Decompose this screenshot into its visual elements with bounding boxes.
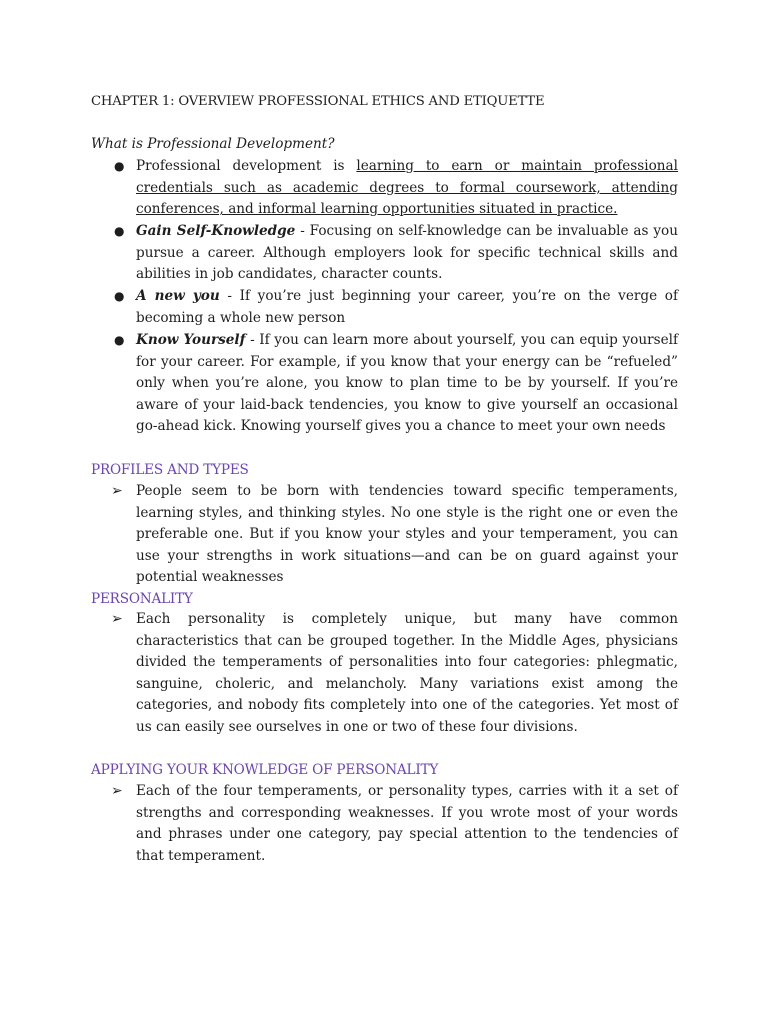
section-heading-applying: APPLYING YOUR KNOWLEDGE OF PERSONALITY bbox=[91, 762, 439, 778]
chapter-title: CHAPTER 1: OVERVIEW PROFESSIONAL ETHICS AND ETIQUETTE bbox=[91, 94, 545, 109]
item-text: - If you can learn more about yourself, you can equip yourself for your career. For example, if you know that your energy can be “refueled” only when you’re alone, you know to plan time to be by yourself. If you’re aware of your laid-back tendencies, you know to give yourself an occasional go-ahead kick. Knowing yourself gives you a chance to meet your own needs bbox=[136, 332, 678, 435]
arrow-marker: ➢ bbox=[111, 611, 123, 627]
item-lead: Gain Self-Knowledge bbox=[136, 223, 296, 239]
section-paragraph-applying bbox=[111, 781, 678, 867]
list-item bbox=[114, 330, 678, 438]
bullet-marker: ● bbox=[114, 289, 125, 303]
section-heading-profiles: PROFILES AND TYPES bbox=[91, 462, 249, 478]
bullet-marker: ● bbox=[114, 333, 125, 347]
paragraph-text: Each personality is completely unique, but many have common characteristics that can be grouped together. In the Middle Ages, physicians divided the temperaments of personalities into four categories: phlegmatic, sanguine, choleric, and melancholy. Many variations exist among the categories, and nobody fits completely into one of the categories. Yet most of us can easily see ourselves in one or two of these four divisions. bbox=[136, 611, 678, 735]
arrow-marker: ➢ bbox=[111, 783, 123, 799]
list-item bbox=[114, 286, 678, 329]
item-lead: A new you bbox=[136, 288, 220, 304]
item-text: Professional development is bbox=[136, 158, 357, 174]
arrow-marker: ➢ bbox=[111, 483, 123, 499]
paragraph-text: Each of the four temperaments, or personality types, carries with it a set of strengths and corresponding weaknesses. If you wrote most of your words and phrases under one category, pay special attention to the tendencies of that temperament. bbox=[136, 783, 678, 864]
section-heading-personality: PERSONALITY bbox=[91, 591, 193, 607]
paragraph-text: People seem to be born with tendencies toward specific temperaments, learning styles, and thinking styles. No one style is the right one or even the preferable one. But if you know your styles and your temperament, you can use your strengths in work situations—and can be on guard against your potential weaknesses bbox=[136, 483, 678, 586]
item-text: - Focusing on self-knowledge can be invaluable as you pursue a career. Although employers look for specific technical skills and abilities in job candidates, character counts. bbox=[136, 223, 678, 283]
item-lead: Know Yourself bbox=[136, 332, 246, 348]
section-paragraph-profiles bbox=[111, 481, 678, 589]
item-text: - If you’re just beginning your career, you’re on the verge of becoming a whole new person bbox=[136, 288, 678, 326]
section-question: What is Professional Development? bbox=[91, 136, 335, 152]
bullet-marker: ● bbox=[114, 159, 125, 173]
section-paragraph-personality bbox=[111, 609, 678, 739]
item-underlined-text: learning to earn or maintain professional credentials such as academic degrees to formal coursework, attending conferences, and informal learning opportunities situated in practice. bbox=[136, 158, 678, 218]
list-item bbox=[114, 221, 678, 286]
list-item bbox=[114, 156, 678, 221]
bullet-marker: ● bbox=[114, 224, 125, 238]
